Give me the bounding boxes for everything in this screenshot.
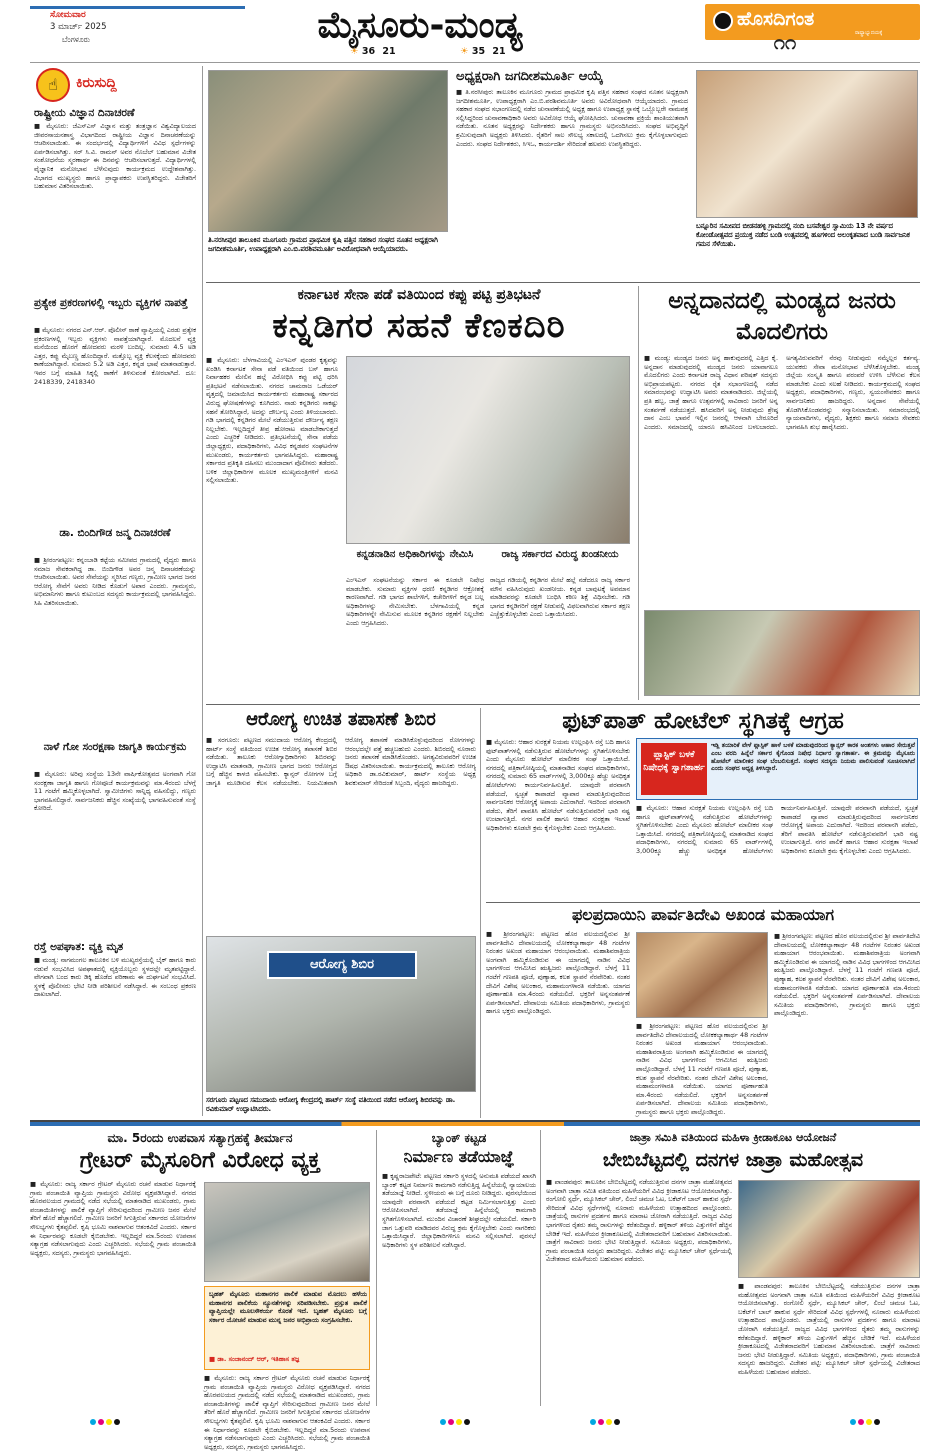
brief-item (34, 296, 199, 488)
city-label: ಬೆಂಗಳೂರು (62, 35, 91, 44)
parvathi-story (486, 904, 923, 1118)
bottom-row-accent (30, 1122, 920, 1126)
cyan-dot (850, 1419, 856, 1425)
yellow-dot (106, 1419, 112, 1425)
health-camp-photo (206, 936, 476, 1092)
brief-item (34, 940, 199, 1114)
masthead-top-rule (30, 6, 245, 9)
lead-body: ■ ಮೈಸೂರು: ಬೆಳಗಾವಿಯಲ್ಲಿ ಎಂಇಎಸ್ ಪುಂಡರ ಕೃತ್ಯವನ್ನು ಖಂಡಿಸಿ ಕರ್ನಾಟಕ ಸೇನಾ ಪಡೆ ವತಿಯಿಂದ ಬಸ್ ಹಾಗೂ ನಿರ್ವಾಹಕರ ಮೇಲಿನ ಹಲ್ಲೆ ವಿರೋಧಿಸಿ ಕಪ್ಪು ಪಟ್ಟಿ ಧರಿಸಿ ಪ್ರತಿಭಟನೆ ನಡೆಸಲಾಯಿತು. ನಗರದ ಚಾಮರಾಜ ಒಡೆಯರ್ ವೃತ್ತದಲ್ಲಿ ಜಮಾಯಿಸಿದ ಕಾರ್ಯಕರ್ತರು ಮಹಾರಾಷ್ಟ್ರ ಸರ್ಕಾರದ ವಿರುದ್ಧ ಘೋಷಣೆಗಳನ್ನು ಕೂಗಿದರು. ನಾಡು ಕನ್ನಡಿಗರು ಸಾಕಷ್ಟು ಸಹನೆ ತೋರಿಸಿದ್ದಾರೆ, ಅದನ್ನು ದೌರ್ಬಲ್ಯ ಎಂದು ತಿಳಿಯಬಾರದು. ಗಡಿ ಭಾಗದಲ್ಲಿ ಕನ್ನಡಿಗರ ಮೇಲೆ ನಡೆಯುತ್ತಿರುವ ದೌರ್ಜನ್ಯ ತಕ್ಷಣ ನಿಲ್ಲಬೇಕು. ಇಲ್ಲದಿದ್ದರೆ ತೀವ್ರ ಹೋರಾಟ ಮಾಡಬೇಕಾಗುತ್ತದೆ ಎಂದು ಎಚ್ಚರಿಕೆ ನೀಡಿದರು. ಪ್ರತಿಭಟನೆಯಲ್ಲಿ ಸೇನಾ ಪಡೆಯ ಜಿಲ್ಲಾಧ್ಯಕ್ಷರು, ಪದಾಧಿಕಾರಿಗಳು, ವಿವಿಧ ಕನ್ನಡಪರ ಸಂಘಟನೆಗಳ ಮುಖಂಡರು, ಕಾರ್ಯಕರ್ತರು ಭಾಗವಹಿಸಿದ್ದರು. ಮಹಾರಾಷ್ಟ್ರ ಸರ್ಕಾರದ ಪ್ರತಿಕೃತಿ ದಹಿಸಲು ಮುಂದಾದಾಗ ಪೊಲೀಸರು ತಡೆದರು. ಬಳಿಕ ಜಿಲ್ಲಾಧಿಕಾರಿಗಳ ಮೂಲಕ ಮುಖ್ಯಮಂತ್ರಿಗಳಿಗೆ ಮನವಿ ಸಲ್ಲಿಸಲಾಯಿತು. (206, 356, 341, 485)
column-divider (480, 708, 481, 1118)
greater-meeting-photo (204, 1182, 370, 1282)
black-dot (114, 1419, 120, 1425)
brief-body: ■ ಮೈಸೂರು: ನಗರದ ಎನ್.ಆರ್. ಪೊಲೀಸ್ ಠಾಣೆ ವ್ಯಾಪ್ತಿಯಲ್ಲಿ ಎರಡು ಪ್ರತ್ಯೇಕ ಪ್ರಕರಣಗಳಲ್ಲಿ ಇಬ್ಬರು ವ್ಯಕ್ತಿಗಳು ನಾಪತ್ತೆಯಾಗಿದ್ದಾರೆ. ಮೊದಲನೆ ವ್ಯಕ್ತಿ ಮನೆಯಿಂದ ಹೊರಗೆ ಹೋದವರು ಮರಳಿ ಬಂದಿಲ್ಲ. ಸುಮಾರು 4.5 ಅಡಿ ಎತ್ತರ, ಕಪ್ಪು ಮೈಬಣ್ಣ ಹೊಂದಿದ್ದಾರೆ. ಮತ್ತೊಬ್ಬ ವ್ಯಕ್ತಿ ಕೆಲಸಕ್ಕೆಂದು ಹೋದವರು ಕಾಣೆಯಾಗಿದ್ದಾರೆ. ಸುಮಾರು 5.2 ಅಡಿ ಎತ್ತರ, ಕನ್ನಡ ಭಾಷೆ ಮಾತನಾಡುತ್ತಾರೆ. ಇವರ ಬಗ್ಗೆ ಮಾಹಿತಿ ಸಿಕ್ಕಲ್ಲಿ ಠಾಣೆಗೆ ತಿಳಿಸುವಂತೆ ಕೋರಲಾಗಿದೆ. ದೂ: 2418339, 2418340 (34, 326, 199, 386)
brand-logo-icon (713, 11, 733, 31)
president-story (456, 68, 691, 278)
parvathi-rule (486, 902, 920, 903)
black-dot (614, 1419, 620, 1425)
lead-kicker: ಕರ್ನಾಟಕ ಸೇನಾ ಪಡೆ ವತಿಯಿಂದ ಕಪ್ಪು ಪಟ್ಟಿ ಪ್ರತಿಭಟನೆ (297, 287, 541, 303)
bank-title: ನಿರ್ಮಾಣ ತಡೆಯಾಜ್ಞೆ (403, 1147, 515, 1166)
sun-cloud-icon: ☀ (350, 46, 359, 57)
brief-body: ■ ಮೈಸೂರು: ಅರಿವು ಸಂಸ್ಥೆಯ 13ನೇ ವಾರ್ಷಿಕೋತ್ಸವದ ಅಂಗವಾಗಿ ಗೋ ಸಂರಕ್ಷಣಾ ಜಾಗೃತಿ ಹಾಗೂ ಗೋಪೂಜೆ ಕಾರ್ಯಕ್ರಮವನ್ನು ಮಾ.4ರಂದು ಬೆಳಗ್ಗೆ 11 ಗಂಟೆಗೆ ಹಮ್ಮಿಕೊಳ್ಳಲಾಗಿದೆ. ಸ್ವಾಮೀಜಿಗಳು ಸಾನ್ನಿಧ್ಯ ವಹಿಸಲಿದ್ದು, ಗಣ್ಯರು ಭಾಗವಹಿಸಲಿದ್ದಾರೆ. ಸಾರ್ವಜನಿಕರು ಹೆಚ್ಚಿನ ಸಂಖ್ಯೆಯಲ್ಲಿ ಭಾಗವಹಿಸುವಂತೆ ಸಂಸ್ಥೆ ಕೋರಿದೆ. (34, 770, 199, 813)
registration-marks (850, 1410, 910, 1418)
annadana-body: ■ ಮಂಡ್ಯ: ಮಂಡ್ಯದ ಜನರು ಅನ್ನ ಹಾಕುವುದರಲ್ಲಿ ಎತ್ತಿದ ಕೈ. ಅನ್ನದಾನ ಮಾಡುವುದರಲ್ಲಿ ಮಂಡ್ಯದ ಜನರು ಯಾವಾಗಲೂ ಮೊದಲಿಗರು ಎಂದು ಕರ್ನಾಟಕ ರಾಜ್ಯ ವಿಧಾನ ಪರಿಷತ್ ಸದಸ್ಯರು ಅಭಿಪ್ರಾಯಪಟ್ಟರು. ನಗರದ ರೈತ ಸಭಾಂಗಣದಲ್ಲಿ ನಡೆದ ಸಮಾರಂಭವನ್ನು ಉದ್ಘಾಟಿಸಿ ಅವರು ಮಾತನಾಡಿದರು. ಜಿಲ್ಲೆಯಲ್ಲಿ ಪ್ರತಿ ಹಬ್ಬ, ಜಾತ್ರೆ ಹಾಗೂ ಉತ್ಸವಗಳಲ್ಲಿ ಸಾವಿರಾರು ಜನರಿಗೆ ಅನ್ನ ಸಂತರ್ಪಣೆ ನಡೆಯುತ್ತದೆ. ಹಸಿದವರಿಗೆ ಅನ್ನ ನೀಡುವುದು ಶ್ರೇಷ್ಠ ದಾನ ಎಂಬ ಭಾವನೆ ಇಲ್ಲಿನ ಜನರಲ್ಲಿ ಆಳವಾಗಿ ಬೇರೂರಿದೆ ಎಂದರು. ಸಮಾಜದಲ್ಲಿ ಯಾರೂ ಹಸಿವಿನಿಂದ ಬಳಲಬಾರದು. ಅಗತ್ಯವಿರುವವರಿಗೆ ನೆರವು ನೀಡುವುದು ನಮ್ಮೆಲ್ಲರ ಕರ್ತವ್ಯ. ಯುವಕರು ಸೇವಾ ಮನೋಭಾವ ಬೆಳೆಸಿಕೊಳ್ಳಬೇಕು. ಮಂಡ್ಯ ಜಿಲ್ಲೆಯ ಸಂಸ್ಕೃತಿ ಹಾಗೂ ಪರಂಪರೆ ಉಳಿಸಿ ಬೆಳೆಸುವ ಕೆಲಸ ಮಾಡಬೇಕು ಎಂದು ಸಲಹೆ ನೀಡಿದರು. ಕಾರ್ಯಕ್ರಮದಲ್ಲಿ ಸಂಘದ ಅಧ್ಯಕ್ಷರು, ಪದಾಧಿಕಾರಿಗಳು, ಗಣ್ಯರು, ಸ್ವಯಂಸೇವಕರು ಹಾಗೂ ಸಾರ್ವಜನಿಕರು ಹಾಜರಿದ್ದರು. ಅನ್ನದಾನ ಸೇವೆಯಲ್ಲಿ ತೊಡಗಿಸಿಕೊಂಡವರನ್ನು ಸನ್ಮಾನಿಸಲಾಯಿತು. ಸಮಾರಂಭದಲ್ಲಿ ನ್ಯಾಯವಾದಿಗಳು, ವೈದ್ಯರು, ಶಿಕ್ಷಕರು ಹಾಗೂ ಸಮಾಜ ಸೇವಕರು ಭಾಗವಹಿಸಿ ಶುಭ ಹಾರೈಸಿದರು. (644, 354, 923, 431)
brief-title: ರಸ್ತೆ ಅಪಘಾತ: ವ್ಯಕ್ತಿ ಮೃತ (34, 941, 124, 953)
magenta-dot (598, 1419, 604, 1425)
paper-name: ಹೊಸದಿಗಂತ (737, 8, 815, 30)
page-number: ೧೧ (773, 30, 797, 54)
edition-title: ಮೈಸೂರು-ಮಂಡ್ಯ (317, 5, 523, 46)
brief-title: ನಾಳೆ ಗೋ ಸಂರಕ್ಷಣಾ ಜಾಗೃತಿ ಕಾರ್ಯಕ್ರಮ (43, 741, 187, 753)
footpath-box-body: ಇಡ್ಲಿ ತಯಾರಿಕೆ ವೇಳೆ ಪ್ಲಾಸ್ಟಿಕ್ ಹಾಳೆ ಬಳಕೆ ಮಾಡುವುದರಿಂದ ಕ್ಯಾನ್ಸರ್ ಕಾರಕ ಅಂಶಗಳು ಆಹಾರ ಸೇರುತ್ತವೆ ಎಂಬ ವರದಿ ಹಿನ್ನೆಲೆ ಸರ್ಕಾರ ಕೈಗೊಂಡ ನಿಷೇಧ ನಿರ್ಧಾರ ಸ್ವಾಗತಾರ್ಹ. ಈ ಕ್ರಮವನ್ನು ಮೈಸೂರು ಹೋಟೆಲ್ ಮಾಲೀಕರ ಸಂಘ ಬೆಂಬಲಿಸುತ್ತದೆ. ಸಂಘದ ಸದಸ್ಯರು ನಿಯಮ ಪಾಲಿಸುವಂತೆ ಸೂಚಿಸಲಾಗಿದೆ ಎಂದು ಸಂಘದ ಅಧ್ಯಕ್ಷ ತಿಳಿಸಿದ್ದಾರೆ. (711, 742, 918, 773)
lead-title: ಕನ್ನಡಿಗರ ಸಹನೆ ಕೆಣಕದಿರಿ (272, 306, 566, 346)
registration-marks (590, 1410, 650, 1418)
parvathi-photo (636, 932, 768, 1018)
jatra-photo (738, 1180, 920, 1278)
brief-item (34, 106, 199, 294)
temp1-low: 21 (382, 46, 396, 57)
temp2-high: 35 (471, 46, 486, 57)
temp1-high: 36 (361, 46, 376, 57)
greater-box-body: ಬೃಹತ್ ಮೈಸೂರು ಮಹಾನಗರ ಪಾಲಿಕೆ ಮಾಡುವ ಮೊದಲು ಹಳೆಯ ಮಹಾನಗರ ಪಾಲಿಕೆಯ ನ್ಯೂನತೆಗಳನ್ನು ಸರಿಪಡಿಸಬೇಕು. ಪ್ರಸ್ತುತ ಪಾಲಿಕೆ ವ್ಯಾಪ್ತಿಯಲ್ಲೇ ಮೂಲಸೌಕರ್ಯ ಕೊರತೆ ಇದೆ. ಬೃಹತ್ ಮೈಸೂರು ಬಗ್ಗೆ ಸರ್ಕಾರ ಯೋಚನೆ ಮಾಡುವ ಮುನ್ನ ಜನರ ಅಭಿಪ್ರಾಯ ಸಂಗ್ರಹಿಸಬೇಕು. (209, 1290, 370, 1324)
greater-box-attrib: ■ ಡಾ. ಸಂಜಾನಂದ್ ಆರ್, ಇತಿಹಾಸ ತಜ್ಞ (209, 1355, 300, 1363)
black-dot (874, 1419, 880, 1425)
jatra-kicker: ಜಾತ್ರಾ ಸಮಿತಿ ವತಿಯಿಂದ ಮಹಿಳಾ ಕ್ರೀಡಾಕೂಟ ಆಯೋಜನೆ (629, 1131, 837, 1144)
festival-cart-caption: ಬನ್ನೂರಿನ ಸಮೀಪದ ಬೀಡನಹಳ್ಳಿ ಗ್ರಾಮದಲ್ಲಿ ನಂದಿ ಬಸವೇಶ್ವರ ಸ್ವಾಮಿಯ 13 ನೇ ವರ್ಷದ ಕೋಂಡೋತ್ಸವದ ಪ್ರಯುಕ್ತ ನಡೆದ ಬಂಡಿ ಉತ್ಸವದಲ್ಲಿ ಹೂಗಳಿಂದ ಅಲಂಕೃತವಾದ ಬಂಡಿ ಸಾರ್ವಜನಿಕ ಗಮನ ಸೆಳೆಯಿತು. (696, 222, 910, 248)
top-row-rule (206, 282, 920, 283)
greater-quote-box (204, 1286, 370, 1370)
greater-body: ■ ಮೈಸೂರು: ರಾಜ್ಯ ಸರ್ಕಾರ ಗ್ರೇಟರ್ ಮೈಸೂರು ರಚನೆ ಮಾಡುವ ನಿರ್ಧಾರಕ್ಕೆ ಗ್ರಾಮ ಪಂಚಾಯಿತಿ ವ್ಯಾಪ್ತಿಯ ಗ್ರಾಮಸ್ಥರು ವಿರೋಧ ವ್ಯಕ್ತಪಡಿಸಿದ್ದಾರೆ. ನಗರದ ಹೊರವಲಯದ ಗ್ರಾಮದಲ್ಲಿ ನಡೆದ ಸಭೆಯಲ್ಲಿ ಮಾತನಾಡಿದ ಮುಖಂಡರು, ಗ್ರಾಮ ಪಂಚಾಯಿತಿಗಳನ್ನು ಪಾಲಿಕೆ ವ್ಯಾಪ್ತಿಗೆ ಸೇರಿಸುವುದರಿಂದ ಗ್ರಾಮೀಣ ಜನರ ಮೇಲೆ ತೆರಿಗೆ ಹೊರೆ ಹೆಚ್ಚಾಗಲಿದೆ. ಗ್ರಾಮೀಣ ಜನರಿಗೆ ಸಿಗುತ್ತಿರುವ ಸರ್ಕಾರದ ಯೋಜನೆಗಳ ಸೌಲಭ್ಯಗಳು ಕೈತಪ್ಪಲಿವೆ. ಕೃಷಿ ಭೂಮಿ ನಾಶವಾಗುವ ಆತಂಕವಿದೆ ಎಂದರು. ಸರ್ಕಾರ ಈ ನಿರ್ಧಾರವನ್ನು ಕೂಡಲೇ ಕೈಬಿಡಬೇಕು. ಇಲ್ಲದಿದ್ದರೆ ಮಾ.5ರಂದು ಉಪವಾಸ ಸತ್ಯಾಗ್ರಹ ನಡೆಸಲಾಗುವುದು ಎಂದು ಎಚ್ಚರಿಸಿದರು. ಸಭೆಯಲ್ಲಿ ಗ್ರಾಮ ಪಂಚಾಯಿತಿ ಅಧ್ಯಕ್ಷರು, ಸದಸ್ಯರು, ಗ್ರಾಮಸ್ಥರು ಭಾಗವಹಿಸಿದ್ದರು. (30, 1180, 199, 1257)
festival-cart-photo (696, 70, 918, 218)
lead-story (206, 286, 632, 706)
bank-body: ■ ಕೃಷ್ಣರಾಜಪೇಟೆ: ಪಟ್ಟಣದ ಸರ್ಕಾರಿ ಸ್ಥಳದಲ್ಲಿ ಅನುಮತಿ ಪಡೆಯದೆ ಖಾಸಗಿ ಬ್ಯಾಂಕ್ ಕಟ್ಟಡ ನಿರ್ಮಾಣ ಕಾಮಗಾರಿ ನಡೆಸುತ್ತಿದ್ದ ಹಿನ್ನೆಲೆಯಲ್ಲಿ ನ್ಯಾಯಾಲಯ ತಡೆಯಾಜ್ಞೆ ನೀಡಿದೆ. ಸ್ಥಳೀಯರು ಈ ಬಗ್ಗೆ ದೂರು ನೀಡಿದ್ದರು. ಪುರಸಭೆಯಿಂದ ಯಾವುದೇ ಪರವಾನಗಿ ಪಡೆಯದೆ ಕಟ್ಟಡ ನಿರ್ಮಿಸಲಾಗುತ್ತಿತ್ತು ಎಂದು ಆರೋಪಿಸಲಾಗಿದೆ. ತಡೆಯಾಜ್ಞೆ ಹಿನ್ನೆಲೆಯಲ್ಲಿ ಕಾಮಗಾರಿ ಸ್ಥಗಿತಗೊಳಿಸಲಾಗಿದೆ. ಮುಂದಿನ ವಿಚಾರಣೆ ಶೀಘ್ರದಲ್ಲೇ ನಡೆಯಲಿದೆ. ಸರ್ಕಾರಿ ಜಾಗ ಒತ್ತುವರಿ ಮಾಡಿದವರ ವಿರುದ್ಧ ಕ್ರಮ ಕೈಗೊಳ್ಳಬೇಕು ಎಂದು ನಾಗರಿಕರು ಒತ್ತಾಯಿಸಿದ್ದಾರೆ. ಜಿಲ್ಲಾಧಿಕಾರಿಗಳಿಗೂ ಮನವಿ ಸಲ್ಲಿಸಲಾಗಿದೆ. ಪುರಸಭೆ ಅಧಿಕಾರಿಗಳು ಸ್ಥಳ ಪರಿಶೀಲನೆ ನಡೆಸಿದ್ದಾರೆ. (382, 1172, 539, 1249)
annadana-title: ಅನ್ನದಾನದಲ್ಲಿ ಮಂಡ್ಯದ ಜನರು ಮೊದಲಿಗರು (668, 288, 896, 345)
footpath-title: ಫುಟ್‌ಪಾತ್ ಹೋಟೆಲ್ ಸ್ಥಗಿತಕ್ಕೆ ಆಗ್ರಹ (562, 708, 844, 734)
health-body: ■ ಸರಗೂರು: ಪಟ್ಟಣದ ಸಮುದಾಯ ಆರೋಗ್ಯ ಕೇಂದ್ರದಲ್ಲಿ ಹಾರ್ಟ್ ಸಂಸ್ಥೆ ವತಿಯಿಂದ ಉಚಿತ ಆರೋಗ್ಯ ತಪಾಸಣೆ ಶಿಬಿರ ನಡೆಯಿತು. ತಾಲೂಕು ಆರೋಗ್ಯಾಧಿಕಾರಿಗಳು ಶಿಬಿರವನ್ನು ಉದ್ಘಾಟಿಸಿ ಮಾತನಾಡಿ, ಗ್ರಾಮೀಣ ಭಾಗದ ಜನರು ಆರೋಗ್ಯದ ಬಗ್ಗೆ ಹೆಚ್ಚಿನ ಕಾಳಜಿ ವಹಿಸಬೇಕು. ಕ್ಯಾನ್ಸರ್ ರೋಗಗಳ ಬಗ್ಗೆ ಜಾಗೃತಿ ಮೂಡಿಸುವ ಕೆಲಸ ನಡೆಯಬೇಕು. ನಿಯಮಿತವಾಗಿ ಆರೋಗ್ಯ ತಪಾಸಣೆ ಮಾಡಿಸಿಕೊಳ್ಳುವುದರಿಂದ ರೋಗಗಳನ್ನು ಆರಂಭದಲ್ಲೇ ಪತ್ತೆ ಹಚ್ಚಬಹುದು ಎಂದರು. ಶಿಬಿರದಲ್ಲಿ ನೂರಾರು ಜನರು ತಪಾಸಣೆ ಮಾಡಿಸಿಕೊಂಡರು. ಅಗತ್ಯವಿರುವವರಿಗೆ ಉಚಿತ ಔಷಧ ವಿತರಿಸಲಾಯಿತು. ಕಾರ್ಯಕ್ರಮದಲ್ಲಿ ತಾಲೂಕು ಆರೋಗ್ಯ ಅಧಿಕಾರಿ ಡಾ.ರವಿಕುಮಾರ್, ಹಾರ್ಟ್ ಸಂಸ್ಥೆಯ ಅಧ್ಯಕ್ಷ ಶಿವಕುಮಾರ್ ಸೇರಿದಂತೆ ಸಿಬ್ಬಂದಿ, ವೈದ್ಯರು ಹಾಜರಿದ್ದರು. (206, 736, 479, 787)
yellow-dot (456, 1419, 462, 1425)
cyan-dot (590, 1419, 596, 1425)
yellow-dot (866, 1419, 872, 1425)
brief-item (34, 740, 199, 910)
column-divider (376, 1130, 377, 1406)
magenta-dot (448, 1419, 454, 1425)
lead-box-1-body: ಎಂಇಎಸ್ ಸಂಘಟನೆಯನ್ನು ಸರ್ಕಾರ ಈ ಕೂಡಲೇ ನಿಷೇಧ ಮಾಡಬೇಕು. ಸುಮಾರು ವ್ಯಕ್ತಿಗಳ ಧರಣಿ ಕನ್ನಡಿಗರ ಆಕ್ರೋಶಕ್ಕೆ ಕಾರಣವಾಗಿದೆ. ಗಡಿ ಭಾಗದ ಶಾಲೆಗಳಿಗೆ, ಕಚೇರಿಗಳಿಗೆ ಕನ್ನಡ ಬಲ್ಲ ಅಧಿಕಾರಿಗಳನ್ನು ನೇಮಿಸಬೇಕು. ಬೆಳಗಾವಿಯಲ್ಲಿ ಕನ್ನಡ ಅಧಿಕಾರಿಗಳನ್ನೇ ನೇಮಿಸುವ ಮೂಲಕ ಕನ್ನಡಿಗರ ರಕ್ಷಣೆಗೆ ನಿಲ್ಲಬೇಕು ಎಂದು ಆಗ್ರಹಿಸಿದರು. (346, 576, 487, 627)
protest-photo (346, 356, 630, 544)
greater-story (30, 1130, 373, 1451)
footpath-body-cont: ■ ಮೈಸೂರು: ಆಹಾರ ಸುರಕ್ಷತೆ ನಿಯಮ ಉಲ್ಲಂಘಿಸಿ ರಸ್ತೆ ಬದಿ ಹಾಗೂ ಫುಟ್‌ಪಾತ್‌ಗಳಲ್ಲಿ ನಡೆಸುತ್ತಿರುವ ಹೋಟೆಲ್‌ಗಳನ್ನು ಸ್ಥಗಿತಗೊಳಿಸಬೇಕು ಎಂದು ಮೈಸೂರು ಹೋಟೆಲ್ ಮಾಲೀಕರ ಸಂಘ ಒತ್ತಾಯಿಸಿದೆ. ನಗರದಲ್ಲಿ ಪತ್ರಿಕಾಗೋಷ್ಠಿಯಲ್ಲಿ ಮಾತನಾಡಿದ ಸಂಘದ ಪದಾಧಿಕಾರಿಗಳು, ನಗರದಲ್ಲಿ ಸುಮಾರು 65 ವಾರ್ಡ್‌ಗಳಲ್ಲಿ 3,000ಕ್ಕೂ ಹೆಚ್ಚು ಅನಧಿಕೃತ ಹೋಟೆಲ್‌ಗಳು ಕಾರ್ಯನಿರ್ವಹಿಸುತ್ತಿವೆ. ಯಾವುದೇ ಪರವಾನಗಿ ಪಡೆಯದೆ, ಸ್ವಚ್ಛತೆ ಕಾಪಾಡದೆ ವ್ಯಾಪಾರ ಮಾಡುತ್ತಿರುವುದರಿಂದ ಸಾರ್ವಜನಿಕರ ಆರೋಗ್ಯಕ್ಕೆ ಅಪಾಯ ಎದುರಾಗಿದೆ. ಇದರಿಂದ ಪರವಾನಗಿ ಪಡೆದು, ತೆರಿಗೆ ಪಾವತಿಸಿ ಹೋಟೆಲ್ ನಡೆಸುತ್ತಿರುವವರಿಗೆ ಭಾರಿ ನಷ್ಟ ಉಂಟಾಗುತ್ತಿದೆ. ನಗರ ಪಾಲಿಕೆ ಹಾಗೂ ಆಹಾರ ಸುರಕ್ಷತಾ ಇಲಾಖೆ ಅಧಿಕಾರಿಗಳು ಕೂಡಲೇ ಕ್ರಮ ಕೈಗೊಳ್ಳಬೇಕು ಎಂದು ಆಗ್ರಹಿಸಿದರು. (636, 804, 921, 855)
greater-body-cont: ■ ಮೈಸೂರು: ರಾಜ್ಯ ಸರ್ಕಾರ ಗ್ರೇಟರ್ ಮೈಸೂರು ರಚನೆ ಮಾಡುವ ನಿರ್ಧಾರಕ್ಕೆ ಗ್ರಾಮ ಪಂಚಾಯಿತಿ ವ್ಯಾಪ್ತಿಯ ಗ್ರಾಮಸ್ಥರು ವಿರೋಧ ವ್ಯಕ್ತಪಡಿಸಿದ್ದಾರೆ. ನಗರದ ಹೊರವಲಯದ ಗ್ರಾಮದಲ್ಲಿ ನಡೆದ ಸಭೆಯಲ್ಲಿ ಮಾತನಾಡಿದ ಮುಖಂಡರು, ಗ್ರಾಮ ಪಂಚಾಯಿತಿಗಳನ್ನು ಪಾಲಿಕೆ ವ್ಯಾಪ್ತಿಗೆ ಸೇರಿಸುವುದರಿಂದ ಗ್ರಾಮೀಣ ಜನರ ಮೇಲೆ ತೆರಿಗೆ ಹೊರೆ ಹೆಚ್ಚಾಗಲಿದೆ. ಗ್ರಾಮೀಣ ಜನರಿಗೆ ಸಿಗುತ್ತಿರುವ ಸರ್ಕಾರದ ಯೋಜನೆಗಳ ಸೌಲಭ್ಯಗಳು ಕೈತಪ್ಪಲಿವೆ. ಕೃಷಿ ಭೂಮಿ ನಾಶವಾಗುವ ಆತಂಕವಿದೆ ಎಂದರು. ಸರ್ಕಾರ ಈ ನಿರ್ಧಾರವನ್ನು ಕೂಡಲೇ ಕೈಬಿಡಬೇಕು. ಇಲ್ಲದಿದ್ದರೆ ಮಾ.5ರಂದು ಉಪವಾಸ ಸತ್ಯಾಗ್ರಹ ನಡೆಸಲಾಗುವುದು ಎಂದು ಎಚ್ಚರಿಸಿದರು. ಸಭೆಯಲ್ಲಿ ಗ್ರಾಮ ಪಂಚಾಯಿತಿ ಅಧ್ಯಕ್ಷರು, ಸದಸ್ಯರು, ಗ್ರಾಮಸ್ಥರು ಭಾಗವಹಿಸಿದ್ದರು. (204, 1374, 373, 1451)
lead-box-1-title: ಕನ್ನಡನಾಡಿನ ಅಧಿಕಾರಿಗಳನ್ನು ನೇಮಿಸಿ (356, 549, 474, 560)
president-story-body: ■ ತಿ.ನರಸೀಪುರ: ತಾಲೂಕಿನ ಮೂಗೂರು ಗ್ರಾಮದ ಪ್ರಾಥಮಿಕ ಕೃಷಿ ಪತ್ತಿನ ಸಹಕಾರ ಸಂಘದ ನೂತನ ಅಧ್ಯಕ್ಷರಾಗಿ ಜಗದೀಶಮೂರ್ತಿ, ಉಪಾಧ್ಯಕ್ಷರಾಗಿ ಎಂ.ಬಿ.ಪರಶಿವಮೂರ್ತಿ ಅವರು ಅವಿರೋಧವಾಗಿ ಆಯ್ಕೆಯಾದರು. ಗ್ರಾಮದ ಸಹಕಾರ ಸಂಘದ ಸಭಾಂಗಣದಲ್ಲಿ ನಡೆದ ಚುನಾವಣೆಯಲ್ಲಿ ಅಧ್ಯಕ್ಷ ಹಾಗೂ ಉಪಾಧ್ಯಕ್ಷ ಸ್ಥಾನಕ್ಕೆ ಒಬ್ಬೊಬ್ಬರೇ ನಾಮಪತ್ರ ಸಲ್ಲಿಸಿದ್ದರಿಂದ ಚುನಾವಣಾಧಿಕಾರಿ ಅವರು ಅವಿರೋಧ ಆಯ್ಕೆ ಘೋಷಿಸಿದರು. ಚುನಾವಣಾ ಪ್ರಕ್ರಿಯೆ ಶಾಂತಿಯುತವಾಗಿ ನಡೆಯಿತು. ನೂತನ ಅಧ್ಯಕ್ಷರನ್ನು ನಿರ್ದೇಶಕರು ಹಾಗೂ ಗ್ರಾಮಸ್ಥರು ಅಭಿನಂದಿಸಿದರು. ಸಂಘದ ಅಭಿವೃದ್ಧಿಗೆ ಶ್ರಮಿಸುವುದಾಗಿ ಅಧ್ಯಕ್ಷರು ತಿಳಿಸಿದರು. ರೈತರಿಗೆ ಸಾಲ ಸೌಲಭ್ಯ ಸಕಾಲದಲ್ಲಿ ಒದಗಿಸಲು ಕ್ರಮ ಕೈಗೊಳ್ಳಲಾಗುವುದು ಎಂದರು. ಸಂಘದ ನಿರ್ದೇಶಕರು, ಸಿಇಒ, ಕಾರ್ಯದರ್ಶಿ ಸೇರಿದಂತೆ ಹಲವರು ಉಪಸ್ಥಿತರಿದ್ದರು. (456, 88, 691, 148)
paper-tagline: ರಾಷ್ಟ್ರಾಭ್ಯುದಯಕ್ಕೆ (855, 30, 883, 36)
health-banner-text: ಆರೋಗ್ಯ ಶಿಬಿರ (309, 957, 375, 972)
black-dot (464, 1419, 470, 1425)
health-story (206, 708, 479, 1118)
cooperative-photo-caption: ತಿ.ನರಸೀಪುರ ತಾಲೂಕಿನ ಮೂಗೂರು ಗ್ರಾಮದ ಪ್ರಾಥಮಿಕ ಕೃಷಿ ಪತ್ತಿನ ಸಹಕಾರ ಸಂಘದ ನೂತನ ಅಧ್ಯಕ್ಷರಾಗಿ ಜಗದೀಶಮೂರ್ತಿ, ಉಪಾಧ್ಯಕ್ಷರಾಗಿ ಎಂ.ಬಿ.ಪರಶಿವಮೂರ್ತಿ ಅವಿರೋಧವಾಗಿ ಆಯ್ಕೆಯಾದರು. (208, 236, 438, 253)
greater-kicker: ಮಾ. 5ರಂದು ಉಪವಾಸ ಸತ್ಯಾಗ್ರಹಕ್ಕೆ ತೀರ್ಮಾನ (107, 1131, 293, 1145)
bank-kicker: ಬ್ಯಾಂಕ್ ಕಟ್ಟಡ (431, 1131, 487, 1145)
lead-box-2-title: ರಾಜ್ಯ ಸರ್ಕಾರದ ವಿರುದ್ಧ ಖಂಡನೀಯ (501, 549, 619, 560)
brief-body: ■ ಮಂಡ್ಯ: ನಾಗಮಂಗಲ ತಾಲೂಕಿನ ಬಳಿ ಮುಖ್ಯರಸ್ತೆಯಲ್ಲಿ ಬೈಕ್ ಹಾಗೂ ಕಾರು ನಡುವೆ ಸಂಭವಿಸಿದ ಅಪಘಾತದಲ್ಲಿ ವ್ಯಕ್ತಿಯೊಬ್ಬರು ಸ್ಥಳದಲ್ಲೇ ಮೃತಪಟ್ಟಿದ್ದಾರೆ. ವೇಗವಾಗಿ ಬಂದ ಕಾರು ಡಿಕ್ಕಿ ಹೊಡೆದ ಪರಿಣಾಮ ಈ ದುರ್ಘಟನೆ ಸಂಭವಿಸಿದೆ. ಸ್ಥಳಕ್ಕೆ ಪೊಲೀಸರು ಭೇಟಿ ನೀಡಿ ಪರಿಶೀಲನೆ ನಡೆಸಿದ್ದಾರೆ. ಈ ಸಂಬಂಧ ಪ್ರಕರಣ ದಾಖಲಾಗಿದೆ. (34, 956, 199, 999)
masthead (0, 0, 945, 64)
column-divider (638, 286, 639, 700)
date-label: 3 ಮಾರ್ಚ್ 2025 (50, 22, 107, 32)
weather-1 (350, 46, 410, 62)
annadana-photo (644, 610, 920, 696)
column-divider (540, 1130, 541, 1406)
jatra-title: ಬೇಬಿಬೆಟ್ಟದಲ್ಲಿ ದನಗಳ ಜಾತ್ರಾ ಮಹೋತ್ಸವ (602, 1149, 864, 1171)
sun-cloud-icon: ☀ (460, 46, 469, 57)
registration-marks (440, 1410, 500, 1418)
health-caption: ಸರಗೂರು ಪಟ್ಟಣದ ಸಮುದಾಯ ಆರೋಗ್ಯ ಕೇಂದ್ರದಲ್ಲಿ ಹಾರ್ಟ್ ಸಂಸ್ಥೆ ವತಿಯಿಂದ ನಡೆದ ಆರೋಗ್ಯ ಶಿಬಿರವನ್ನು ಡಾ. ರವಿಕುಮಾರ್ ಉದ್ಘಾಟಿಸಿದರು. (206, 1096, 456, 1113)
brief-title: ಪ್ರತ್ಯೇಕ ಪ್ರಕರಣಗಳಲ್ಲಿ ಇಬ್ಬರು ವ್ಯಕ್ತಿಗಳ ನಾಪತ್ತೆ (34, 297, 188, 309)
footpath-box (636, 738, 918, 800)
health-banner (267, 951, 417, 979)
annadana-story (644, 286, 923, 700)
kirusuddi-badge (36, 68, 156, 102)
lead-box-2-body: ರಾಜ್ಯದ ಗಡಿಯಲ್ಲಿ ಕನ್ನಡಿಗರ ಮೇಲೆ ಹಲ್ಲೆ ನಡೆದರೂ ರಾಜ್ಯ ಸರ್ಕಾರ ಮೌನ ವಹಿಸಿರುವುದು ಖಂಡನೀಯ. ಕನ್ನಡ ಬಾವುಟಕ್ಕೆ ಅವಮಾನ ಮಾಡಿದವರನ್ನು ಕೂಡಲೇ ಬಂಧಿಸಿ ಕಠಿಣ ಶಿಕ್ಷೆ ವಿಧಿಸಬೇಕು. ಗಡಿ ಭಾಗದ ಕನ್ನಡಿಗರಿಗೆ ರಕ್ಷಣೆ ನೀಡುವಲ್ಲಿ ವಿಫಲವಾಗಿರುವ ಸರ್ಕಾರ ತಕ್ಷಣ ಎಚ್ಚೆತ್ತುಕೊಳ್ಳಬೇಕು ಎಂದು ಒತ್ತಾಯಿಸಿದರು. (490, 576, 633, 619)
lead-box-2 (490, 548, 633, 696)
cooperative-photo (208, 70, 448, 232)
hand-icon: ☝ (36, 68, 70, 102)
footpath-box-title: ಪ್ಲಾಸ್ಟಿಕ್ ಬಳಕೆ ನಿಷೇಧಕ್ಕೆ ಸ್ವಾಗತಾರ್ಹ (641, 743, 707, 795)
masthead-bottom-rule (30, 62, 920, 63)
day-label: ಸೋಮವಾರ (50, 10, 86, 20)
parvathi-body-right: ■ ಶ್ರೀರಂಗಪಟ್ಟಣ: ಪಟ್ಟಣದ ಹೊರ ವಲಯದಲ್ಲಿರುವ ಶ್ರೀ ಪಾರ್ವತಿದೇವಿ ದೇವಾಲಯದಲ್ಲಿ ಲೋಕಕಲ್ಯಾಣಾರ್ಥ 48 ಗಂಟೆಗಳ ನಿರಂತರ ಅಖಂಡ ಮಹಾಯಾಗ ಆರಂಭವಾಯಿತು. ಮಹಾಶಿವರಾತ್ರಿಯ ಅಂಗವಾಗಿ ಹಮ್ಮಿಕೊಂಡಿರುವ ಈ ಯಾಗದಲ್ಲಿ ನಾಡಿನ ವಿವಿಧ ಭಾಗಗಳಿಂದ ಆಗಮಿಸಿದ ಋತ್ವಿಜರು ಪಾಲ್ಗೊಂಡಿದ್ದಾರೆ. ಬೆಳಗ್ಗೆ 11 ಗಂಟೆಗೆ ಗಣಪತಿ ಪೂಜೆ, ಪುಣ್ಯಾಹ, ಕಲಶ ಸ್ಥಾಪನೆ ನೆರವೇರಿತು. ನಂತರ ದೇವಿಗೆ ವಿಶೇಷ ಅಲಂಕಾರ, ಮಹಾಮಂಗಳಾರತಿ ನಡೆಯಿತು. ಯಾಗದ ಪೂರ್ಣಾಹುತಿ ಮಾ.4ರಂದು ನಡೆಯಲಿದೆ. ಭಕ್ತರಿಗೆ ಅನ್ನಸಂತರ್ಪಣೆ ಏರ್ಪಡಿಸಲಾಗಿದೆ. ದೇವಾಲಯ ಸಮಿತಿಯ ಪದಾಧಿಕಾರಿಗಳು, ಗ್ರಾಮಸ್ಥರು ಹಾಗೂ ಭಕ್ತರು ಪಾಲ್ಗೊಂಡಿದ್ದರು. (774, 932, 923, 1018)
kirusuddi-label: ಕಿರುಸುದ್ದಿ (76, 75, 117, 91)
brief-body: ■ ಶ್ರೀರಂಗಪಟ್ಟಣ: ಕನ್ನಂಬಾಡಿ ಕಟ್ಟೆಯ ಸಮೀಪದ ಗ್ರಾಮದಲ್ಲಿ ವೈದ್ಯರು ಹಾಗೂ ಸಮಾಜ ಸೇವಕರಾಗಿದ್ದ ಡಾ. ಬಿಂದಿಗೌಡ ಅವರ ಜನ್ಮ ದಿನಾಚರಣೆಯನ್ನು ಆಚರಿಸಲಾಯಿತು. ಅವರ ಸೇವೆಯನ್ನು ಸ್ಮರಿಸಿದ ಗಣ್ಯರು, ಗ್ರಾಮೀಣ ಭಾಗದ ಜನರ ಆರೋಗ್ಯ ಸೇವೆಗೆ ಅವರು ನೀಡಿದ ಕೊಡುಗೆ ಅಪಾರ ಎಂದರು. ಗ್ರಾಮಸ್ಥರು, ಅಭಿಮಾನಿಗಳು ಹಾಗೂ ಕುಟುಂಬದ ಸದಸ್ಯರು ಕಾರ್ಯಕ್ರಮದಲ್ಲಿ ಭಾಗವಹಿಸಿದ್ದರು. ಸಿಹಿ ವಿತರಿಸಲಾಯಿತು. (34, 556, 199, 607)
temp2-low: 21 (492, 46, 506, 57)
cyan-dot (90, 1419, 96, 1425)
brief-title: ರಾಷ್ಟ್ರೀಯ ವಿಜ್ಞಾನ ದಿನಾಚರಣೆ (34, 107, 135, 119)
weather-2 (460, 46, 530, 62)
parvathi-title: ಫಲಪ್ರದಾಯಿನಿ ಪಾರ್ವತಿದೇವಿ ಅಖಂಡ ಮಹಾಯಾಗ (571, 905, 835, 924)
magenta-dot (98, 1419, 104, 1425)
kirusuddi-column (30, 64, 200, 1114)
brief-body: ■ ಮೈಸೂರು: ಜೆಎಸ್‌ಎಸ್ ವಿಜ್ಞಾನ ಮತ್ತು ತಂತ್ರಜ್ಞಾನ ವಿಶ್ವವಿದ್ಯಾಲಯದ ಜೀವರಸಾಯನಶಾಸ್ತ್ರ ವಿಭಾಗದಿಂದ ರಾಷ್ಟ್ರೀಯ ವಿಜ್ಞಾನ ದಿನಾಚರಣೆಯನ್ನು ಆಚರಿಸಲಾಯಿತು. ಈ ಸಂದರ್ಭದಲ್ಲಿ ವಿದ್ಯಾರ್ಥಿಗಳಿಗೆ ವಿವಿಧ ಸ್ಪರ್ಧೆಗಳನ್ನು ಏರ್ಪಡಿಸಲಾಗಿತ್ತು. ಸರ್ ಸಿ.ವಿ. ರಾಮನ್ ಅವರ ನೊಬೆಲ್ ಬಹುಮಾನ ವಿಜೇತ ಸಂಶೋಧನೆಯ ಸ್ಮರಣಾರ್ಥ ಈ ದಿನವನ್ನು ಆಚರಿಸಲಾಗುತ್ತದೆ. ವಿದ್ಯಾರ್ಥಿಗಳಲ್ಲಿ ವೈಜ್ಞಾನಿಕ ಮನೋಭಾವ ಬೆಳೆಸುವುದು ಕಾರ್ಯಕ್ರಮದ ಉದ್ದೇಶವಾಗಿತ್ತು. ವಿಭಾಗದ ಮುಖ್ಯಸ್ಥರು ಹಾಗೂ ಪ್ರಾಧ್ಯಾಪಕರು ಉಪಸ್ಥಿತರಿದ್ದರು. ವಿಜೇತರಿಗೆ ಬಹುಮಾನ ವಿತರಿಸಲಾಯಿತು. (34, 122, 199, 191)
footpath-story (486, 706, 920, 900)
cyan-dot (440, 1419, 446, 1425)
parvathi-body: ■ ಶ್ರೀರಂಗಪಟ್ಟಣ: ಪಟ್ಟಣದ ಹೊರ ವಲಯದಲ್ಲಿರುವ ಶ್ರೀ ಪಾರ್ವತಿದೇವಿ ದೇವಾಲಯದಲ್ಲಿ ಲೋಕಕಲ್ಯಾಣಾರ್ಥ 48 ಗಂಟೆಗಳ ನಿರಂತರ ಅಖಂಡ ಮಹಾಯಾಗ ಆರಂಭವಾಯಿತು. ಮಹಾಶಿವರಾತ್ರಿಯ ಅಂಗವಾಗಿ ಹಮ್ಮಿಕೊಂಡಿರುವ ಈ ಯಾಗದಲ್ಲಿ ನಾಡಿನ ವಿವಿಧ ಭಾಗಗಳಿಂದ ಆಗಮಿಸಿದ ಋತ್ವಿಜರು ಪಾಲ್ಗೊಂಡಿದ್ದಾರೆ. ಬೆಳಗ್ಗೆ 11 ಗಂಟೆಗೆ ಗಣಪತಿ ಪೂಜೆ, ಪುಣ್ಯಾಹ, ಕಲಶ ಸ್ಥಾಪನೆ ನೆರವೇರಿತು. ನಂತರ ದೇವಿಗೆ ವಿಶೇಷ ಅಲಂಕಾರ, ಮಹಾಮಂಗಳಾರತಿ ನಡೆಯಿತು. ಯಾಗದ ಪೂರ್ಣಾಹುತಿ ಮಾ.4ರಂದು ನಡೆಯಲಿದೆ. ಭಕ್ತರಿಗೆ ಅನ್ನಸಂತರ್ಪಣೆ ಏರ್ಪಡಿಸಲಾಗಿದೆ. ದೇವಾಲಯ ಸಮಿತಿಯ ಪದಾಧಿಕಾರಿಗಳು, ಗ್ರಾಮಸ್ಥರು ಹಾಗೂ ಭಕ್ತರು ಪಾಲ್ಗೊಂಡಿದ್ದರು. (486, 930, 633, 1016)
bank-story (382, 1130, 539, 1406)
president-story-title: ಅಧ್ಯಕ್ಷರಾಗಿ ಜಗದೀಶಮೂರ್ತಿ ಆಯ್ಕೆ (456, 69, 604, 84)
mid-row-rule (206, 704, 920, 705)
jatra-body-cont: ■ ಪಾಂಡವಪುರ: ತಾಲೂಕಿನ ಬೇಬಿಬೆಟ್ಟದಲ್ಲಿ ನಡೆಯುತ್ತಿರುವ ದನಗಳ ಜಾತ್ರಾ ಮಹೋತ್ಸವದ ಅಂಗವಾಗಿ ಜಾತ್ರಾ ಸಮಿತಿ ವತಿಯಿಂದ ಮಹಿಳೆಯರಿಗೆ ವಿವಿಧ ಕ್ರೀಡಾಕೂಟ ಆಯೋಜಿಸಲಾಗಿತ್ತು. ರಂಗೋಲಿ ಸ್ಪರ್ಧೆ, ಮ್ಯೂಸಿಕಲ್ ಚೇರ್, ಲಿಂಬೆ ಚಮಚ ಓಟ, ಬಕೆಟ್‌ಗೆ ಬಾಲ್ ಹಾಕುವ ಸ್ಪರ್ಧೆ ಸೇರಿದಂತೆ ವಿವಿಧ ಸ್ಪರ್ಧೆಗಳಲ್ಲಿ ನೂರಾರು ಮಹಿಳೆಯರು ಉತ್ಸಾಹದಿಂದ ಪಾಲ್ಗೊಂಡರು. ಜಾತ್ರೆಯಲ್ಲಿ ರಾಸುಗಳ ಪ್ರದರ್ಶನ ಹಾಗೂ ಮಾರಾಟ ಜೋರಾಗಿ ನಡೆಯುತ್ತಿದೆ. ರಾಜ್ಯದ ವಿವಿಧ ಭಾಗಗಳಿಂದ ರೈತರು ತಮ್ಮ ರಾಸುಗಳನ್ನು ಕರೆತಂದಿದ್ದಾರೆ. ಹಳ್ಳಿಕಾರ್ ತಳಿಯ ಎತ್ತುಗಳಿಗೆ ಹೆಚ್ಚಿನ ಬೇಡಿಕೆ ಇದೆ. ಮಹಿಳೆಯರ ಕ್ರೀಡಾಕೂಟದಲ್ಲಿ ವಿಜೇತರಾದವರಿಗೆ ಬಹುಮಾನ ವಿತರಿಸಲಾಯಿತು. ಜಾತ್ರೆಗೆ ಸಾವಿರಾರು ಜನರು ಭೇಟಿ ನೀಡುತ್ತಿದ್ದಾರೆ. ಸಮಿತಿಯ ಅಧ್ಯಕ್ಷರು, ಪದಾಧಿಕಾರಿಗಳು, ಗ್ರಾಮ ಪಂಚಾಯಿತಿ ಸದಸ್ಯರು ಹಾಜರಿದ್ದರು. ವಿಜೇತರ ಪಟ್ಟಿ: ಮ್ಯೂಸಿಕಲ್ ಚೇರ್ ಸ್ಪರ್ಧೆಯಲ್ಲಿ ವಿಜೇತರಾದ ಮಹಿಳೆಯರು ಬಹುಮಾನ ಪಡೆದರು. (738, 1282, 923, 1376)
brief-item (34, 526, 199, 736)
registration-marks (90, 1410, 150, 1418)
footpath-body: ■ ಮೈಸೂರು: ಆಹಾರ ಸುರಕ್ಷತೆ ನಿಯಮ ಉಲ್ಲಂಘಿಸಿ ರಸ್ತೆ ಬದಿ ಹಾಗೂ ಫುಟ್‌ಪಾತ್‌ಗಳಲ್ಲಿ ನಡೆಸುತ್ತಿರುವ ಹೋಟೆಲ್‌ಗಳನ್ನು ಸ್ಥಗಿತಗೊಳಿಸಬೇಕು ಎಂದು ಮೈಸೂರು ಹೋಟೆಲ್ ಮಾಲೀಕರ ಸಂಘ ಒತ್ತಾಯಿಸಿದೆ. ನಗರದಲ್ಲಿ ಪತ್ರಿಕಾಗೋಷ್ಠಿಯಲ್ಲಿ ಮಾತನಾಡಿದ ಸಂಘದ ಪದಾಧಿಕಾರಿಗಳು, ನಗರದಲ್ಲಿ ಸುಮಾರು 65 ವಾರ್ಡ್‌ಗಳಲ್ಲಿ 3,000ಕ್ಕೂ ಹೆಚ್ಚು ಅನಧಿಕೃತ ಹೋಟೆಲ್‌ಗಳು ಕಾರ್ಯನಿರ್ವಹಿಸುತ್ತಿವೆ. ಯಾವುದೇ ಪರವಾನಗಿ ಪಡೆಯದೆ, ಸ್ವಚ್ಛತೆ ಕಾಪಾಡದೆ ವ್ಯಾಪಾರ ಮಾಡುತ್ತಿರುವುದರಿಂದ ಸಾರ್ವಜನಿಕರ ಆರೋಗ್ಯಕ್ಕೆ ಅಪಾಯ ಎದುರಾಗಿದೆ. ಇದರಿಂದ ಪರವಾನಗಿ ಪಡೆದು, ತೆರಿಗೆ ಪಾವತಿಸಿ ಹೋಟೆಲ್ ನಡೆಸುತ್ತಿರುವವರಿಗೆ ಭಾರಿ ನಷ್ಟ ಉಂಟಾಗುತ್ತಿದೆ. ನಗರ ಪಾಲಿಕೆ ಹಾಗೂ ಆಹಾರ ಸುರಕ್ಷತಾ ಇಲಾಖೆ ಅಧಿಕಾರಿಗಳು ಕೂಡಲೇ ಕ್ರಮ ಕೈಗೊಳ್ಳಬೇಕು ಎಂದು ಆಗ್ರಹಿಸಿದರು. (486, 738, 633, 832)
magenta-dot (858, 1419, 864, 1425)
brief-title: ಡಾ. ಬಿಂದಿಗೌಡ ಜನ್ಮ ದಿನಾಚರಣೆ (59, 527, 171, 539)
lead-box-1 (346, 548, 487, 696)
greater-title: ಗ್ರೇಟರ್ ಮೈಸೂರಿಗೆ ವಿರೋಧ ವ್ಯಕ್ತ (79, 1148, 321, 1173)
jatra-story (546, 1130, 923, 1406)
parvathi-body-cont: ■ ಶ್ರೀರಂಗಪಟ್ಟಣ: ಪಟ್ಟಣದ ಹೊರ ವಲಯದಲ್ಲಿರುವ ಶ್ರೀ ಪಾರ್ವತಿದೇವಿ ದೇವಾಲಯದಲ್ಲಿ ಲೋಕಕಲ್ಯಾಣಾರ್ಥ 48 ಗಂಟೆಗಳ ನಿರಂತರ ಅಖಂಡ ಮಹಾಯಾಗ ಆರಂಭವಾಯಿತು. ಮಹಾಶಿವರಾತ್ರಿಯ ಅಂಗವಾಗಿ ಹಮ್ಮಿಕೊಂಡಿರುವ ಈ ಯಾಗದಲ್ಲಿ ನಾಡಿನ ವಿವಿಧ ಭಾಗಗಳಿಂದ ಆಗಮಿಸಿದ ಋತ್ವಿಜರು ಪಾಲ್ಗೊಂಡಿದ್ದಾರೆ. ಬೆಳಗ್ಗೆ 11 ಗಂಟೆಗೆ ಗಣಪತಿ ಪೂಜೆ, ಪುಣ್ಯಾಹ, ಕಲಶ ಸ್ಥಾಪನೆ ನೆರವೇರಿತು. ನಂತರ ದೇವಿಗೆ ವಿಶೇಷ ಅಲಂಕಾರ, ಮಹಾಮಂಗಳಾರತಿ ನಡೆಯಿತು. ಯಾಗದ ಪೂರ್ಣಾಹುತಿ ಮಾ.4ರಂದು ನಡೆಯಲಿದೆ. ಭಕ್ತರಿಗೆ ಅನ್ನಸಂತರ್ಪಣೆ ಏರ್ಪಡಿಸಲಾಗಿದೆ. ದೇವಾಲಯ ಸಮಿತಿಯ ಪದಾಧಿಕಾರಿಗಳು, ಗ್ರಾಮಸ್ಥರು ಹಾಗೂ ಭಕ್ತರು ಪಾಲ್ಗೊಂಡಿದ್ದರು. (636, 1022, 771, 1116)
date-box (50, 10, 180, 50)
yellow-dot (606, 1419, 612, 1425)
column-divider (202, 66, 203, 1116)
jatra-body: ■ ಪಾಂಡವಪುರ: ತಾಲೂಕಿನ ಬೇಬಿಬೆಟ್ಟದಲ್ಲಿ ನಡೆಯುತ್ತಿರುವ ದನಗಳ ಜಾತ್ರಾ ಮಹೋತ್ಸವದ ಅಂಗವಾಗಿ ಜಾತ್ರಾ ಸಮಿತಿ ವತಿಯಿಂದ ಮಹಿಳೆಯರಿಗೆ ವಿವಿಧ ಕ್ರೀಡಾಕೂಟ ಆಯೋಜಿಸಲಾಗಿತ್ತು. ರಂಗೋಲಿ ಸ್ಪರ್ಧೆ, ಮ್ಯೂಸಿಕಲ್ ಚೇರ್, ಲಿಂಬೆ ಚಮಚ ಓಟ, ಬಕೆಟ್‌ಗೆ ಬಾಲ್ ಹಾಕುವ ಸ್ಪರ್ಧೆ ಸೇರಿದಂತೆ ವಿವಿಧ ಸ್ಪರ್ಧೆಗಳಲ್ಲಿ ನೂರಾರು ಮಹಿಳೆಯರು ಉತ್ಸಾಹದಿಂದ ಪಾಲ್ಗೊಂಡರು. ಜಾತ್ರೆಯಲ್ಲಿ ರಾಸುಗಳ ಪ್ರದರ್ಶನ ಹಾಗೂ ಮಾರಾಟ ಜೋರಾಗಿ ನಡೆಯುತ್ತಿದೆ. ರಾಜ್ಯದ ವಿವಿಧ ಭಾಗಗಳಿಂದ ರೈತರು ತಮ್ಮ ರಾಸುಗಳನ್ನು ಕರೆತಂದಿದ್ದಾರೆ. ಹಳ್ಳಿಕಾರ್ ತಳಿಯ ಎತ್ತುಗಳಿಗೆ ಹೆಚ್ಚಿನ ಬೇಡಿಕೆ ಇದೆ. ಮಹಿಳೆಯರ ಕ್ರೀಡಾಕೂಟದಲ್ಲಿ ವಿಜೇತರಾದವರಿಗೆ ಬಹುಮಾನ ವಿತರಿಸಲಾಯಿತು. ಜಾತ್ರೆಗೆ ಸಾವಿರಾರು ಜನರು ಭೇಟಿ ನೀಡುತ್ತಿದ್ದಾರೆ. ಸಮಿತಿಯ ಅಧ್ಯಕ್ಷರು, ಪದಾಧಿಕಾರಿಗಳು, ಗ್ರಾಮ ಪಂಚಾಯಿತಿ ಸದಸ್ಯರು ಹಾಜರಿದ್ದರು. ವಿಜೇತರ ಪಟ್ಟಿ: ಮ್ಯೂಸಿಕಲ್ ಚೇರ್ ಸ್ಪರ್ಧೆಯಲ್ಲಿ ವಿಜೇತರಾದ ಮಹಿಳೆಯರು ಬಹುಮಾನ ಪಡೆದರು. (546, 1178, 735, 1264)
health-title: ಆರೋಗ್ಯ ಉಚಿತ ತಪಾಸಣೆ ಶಿಬಿರ (246, 709, 436, 730)
